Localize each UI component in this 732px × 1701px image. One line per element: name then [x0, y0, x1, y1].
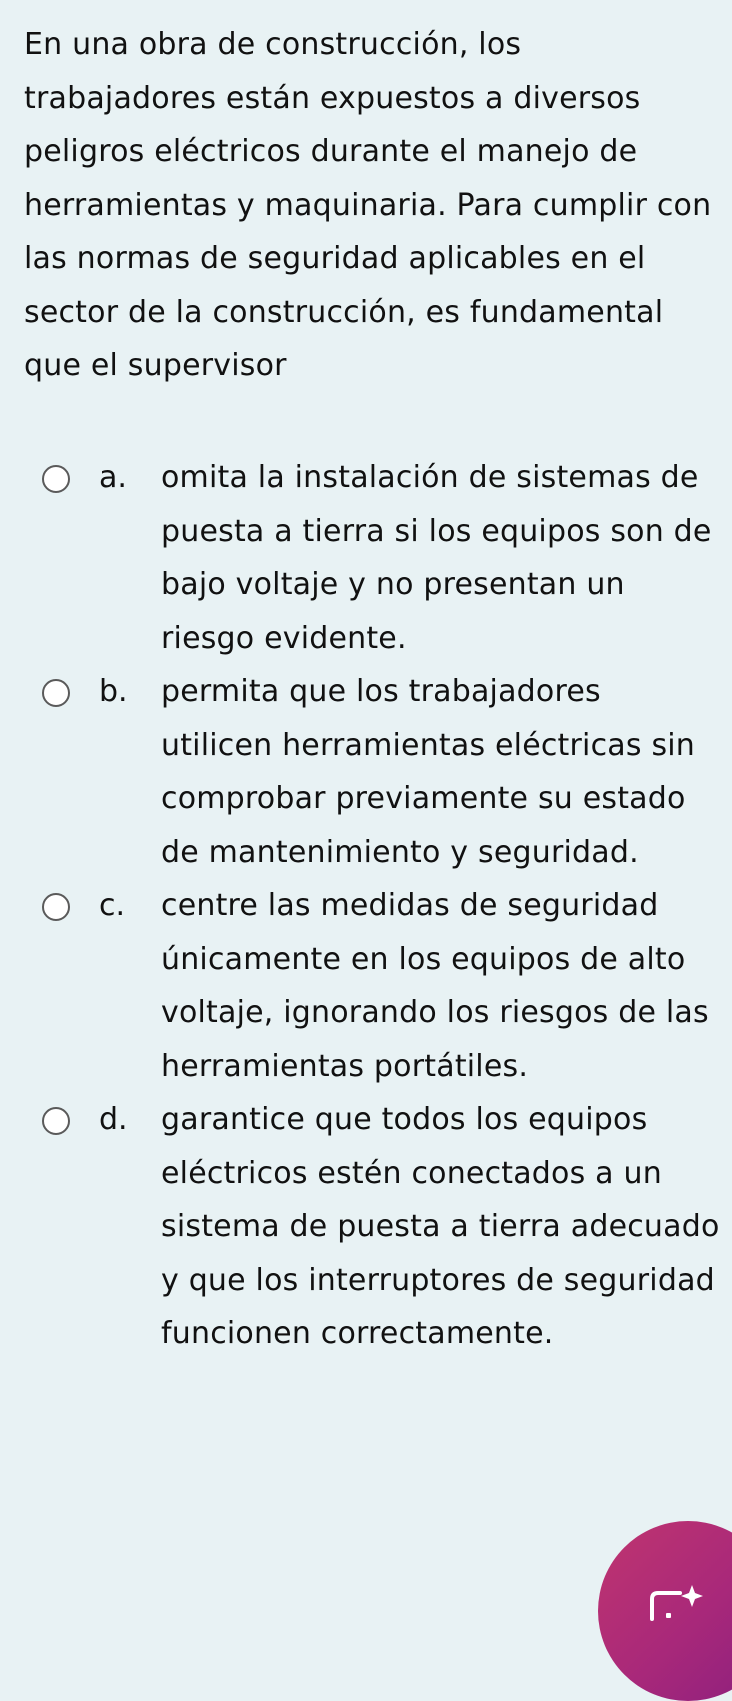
radio-button-c[interactable] — [42, 893, 70, 921]
option-text-a[interactable]: omita la instalación de sistemas de puesta a tierra si los equipos son de bajo voltaje y no presentan un riesgo evidente. — [161, 460, 712, 656]
option-letter-a: a. — [99, 460, 127, 495]
option-d[interactable] — [0, 1093, 732, 1361]
option-c[interactable] — [0, 879, 732, 1093]
radio-button-b[interactable] — [42, 679, 70, 707]
answer-options — [0, 451, 732, 1361]
option-a[interactable] — [0, 451, 732, 665]
radio-button-d[interactable] — [42, 1107, 70, 1135]
option-b[interactable] — [0, 665, 732, 879]
ai-sparkle-icon — [646, 1583, 706, 1627]
option-text-d[interactable]: garantice que todos los equipos eléctricos estén conectados a un sistema de puesta a tierra adecuado y que los interruptores de seguridad funcionen correctamente. — [161, 1102, 720, 1351]
option-text-c[interactable]: centre las medidas de seguridad únicamente en los equipos de alto voltaje, ignorando los riesgos de las herramientas portátiles. — [161, 888, 709, 1084]
option-letter-b: b. — [99, 674, 128, 709]
option-text-b[interactable]: permita que los trabajadores utilicen herramientas eléctricas sin comprobar previamente su estado de mantenimiento y seguridad. — [161, 674, 696, 870]
ai-assistant-button[interactable] — [598, 1521, 732, 1701]
option-letter-d: d. — [99, 1102, 128, 1137]
radio-button-a[interactable] — [42, 465, 70, 493]
option-letter-c: c. — [99, 888, 126, 923]
question-text: En una obra de construcción, los trabajadores están expuestos a diversos peligros eléctricos durante el manejo de herramientas y maquinaria. Para cumplir con las normas de seguridad aplicables en el sector de la construcción, es fundamental que el supervisor — [24, 27, 712, 383]
